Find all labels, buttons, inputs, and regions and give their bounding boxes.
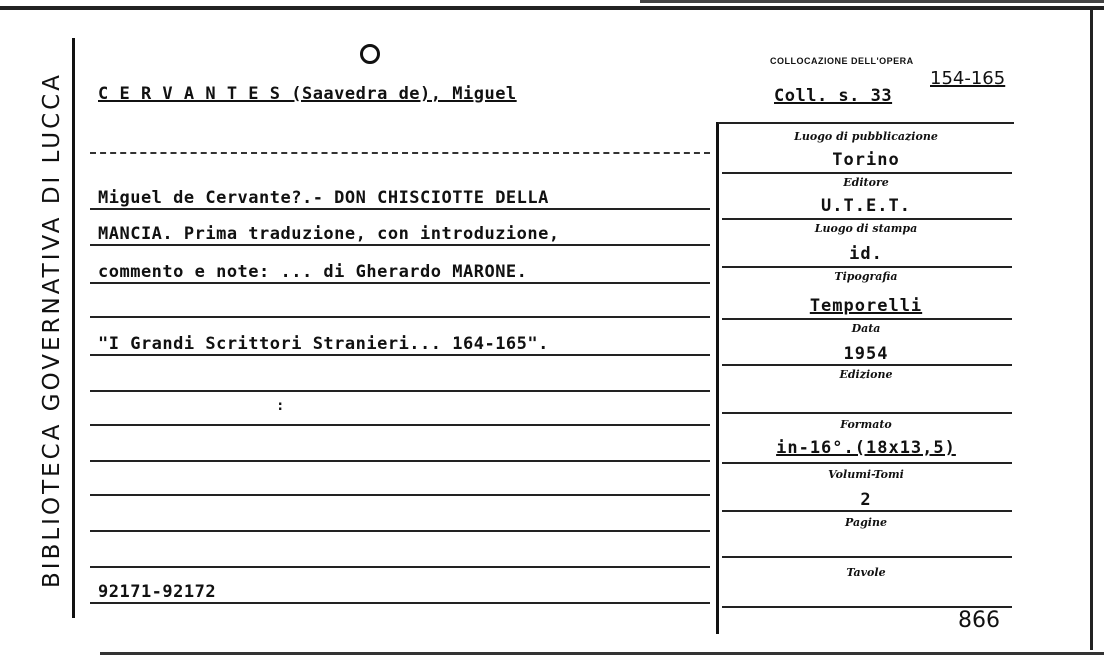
- rule-line: [722, 556, 1012, 558]
- rule-line: [90, 602, 710, 604]
- field-value-print-place: id.: [849, 244, 883, 264]
- rule-line: [718, 122, 1014, 124]
- field-label-edition: Edizione: [839, 368, 893, 381]
- field-value-format: in-16°.(18x13,5): [776, 438, 956, 458]
- rule-line: [722, 266, 1012, 268]
- series-line: "I Grandi Scrittori Stranieri... 164-165".: [98, 334, 549, 354]
- rule-line: [722, 364, 1012, 366]
- library-name-vertical: BIBLIOTECA GOVERNATIVA DI LUCCA: [39, 72, 65, 588]
- stray-mark: :: [276, 398, 285, 414]
- field-value-place: Torino: [832, 150, 900, 170]
- field-value-volumes: 2: [860, 490, 872, 510]
- collocation-number: Coll. s. 33: [774, 86, 893, 106]
- collocazione-header: COLLOCAZIONE DELL'OPERA: [770, 56, 914, 66]
- field-label-format: Formato: [840, 418, 892, 431]
- rule-line: [90, 152, 710, 154]
- circle-mark-icon: [360, 44, 380, 64]
- rule-line: [722, 462, 1012, 464]
- rule-line: [90, 494, 710, 496]
- card-top-edge-torn: [640, 0, 1104, 3]
- title-line-1: Miguel de Cervante?.- DON CHISCIOTTE DELLA: [98, 188, 549, 208]
- rule-line: [90, 316, 710, 318]
- card-top-edge: [0, 6, 1104, 10]
- field-label-volumes: Volumi-Tomi: [828, 468, 904, 481]
- card-bottom-edge: [100, 652, 1104, 655]
- field-value-publisher: U.T.E.T.: [821, 196, 911, 216]
- rule-line: [722, 172, 1012, 174]
- inventory-number: 92171-92172: [98, 582, 217, 602]
- field-value-date: 1954: [843, 344, 889, 364]
- rule-line: [90, 282, 710, 284]
- rule-line: [90, 390, 710, 392]
- field-label-pages: Pagine: [845, 516, 887, 529]
- field-label-date: Data: [851, 322, 881, 335]
- rule-line: [722, 218, 1012, 220]
- rule-line: [722, 318, 1012, 320]
- card-right-edge: [1090, 10, 1093, 650]
- author-heading: C E R V A N T E S (Saavedra de), Miguel: [98, 84, 517, 104]
- rule-line: [90, 566, 710, 568]
- rule-line: [722, 510, 1012, 512]
- rule-line: [722, 412, 1012, 414]
- field-label-place: Luogo di pubblicazione: [794, 130, 938, 143]
- field-label-print-place: Luogo di stampa: [814, 222, 918, 235]
- rule-line: [90, 244, 710, 246]
- rule-line: [90, 530, 710, 532]
- rule-line: [90, 208, 710, 210]
- field-label-publisher: Editore: [843, 176, 889, 189]
- rule-line: [90, 424, 710, 426]
- title-line-2: MANCIA. Prima traduzione, con introduzione,: [98, 224, 560, 244]
- rule-line: [90, 460, 710, 462]
- rule-line: [90, 354, 710, 356]
- field-label-printer: Tipografia: [834, 270, 898, 283]
- field-value-printer: Temporelli: [809, 296, 923, 316]
- collocation-range: 154-165: [930, 68, 1006, 89]
- field-label-plates: Tavole: [846, 566, 886, 579]
- corner-note: 866: [958, 608, 1000, 633]
- left-margin-line: [72, 38, 75, 618]
- title-line-3: commento e note: ... di Gherardo MARONE.: [98, 262, 528, 282]
